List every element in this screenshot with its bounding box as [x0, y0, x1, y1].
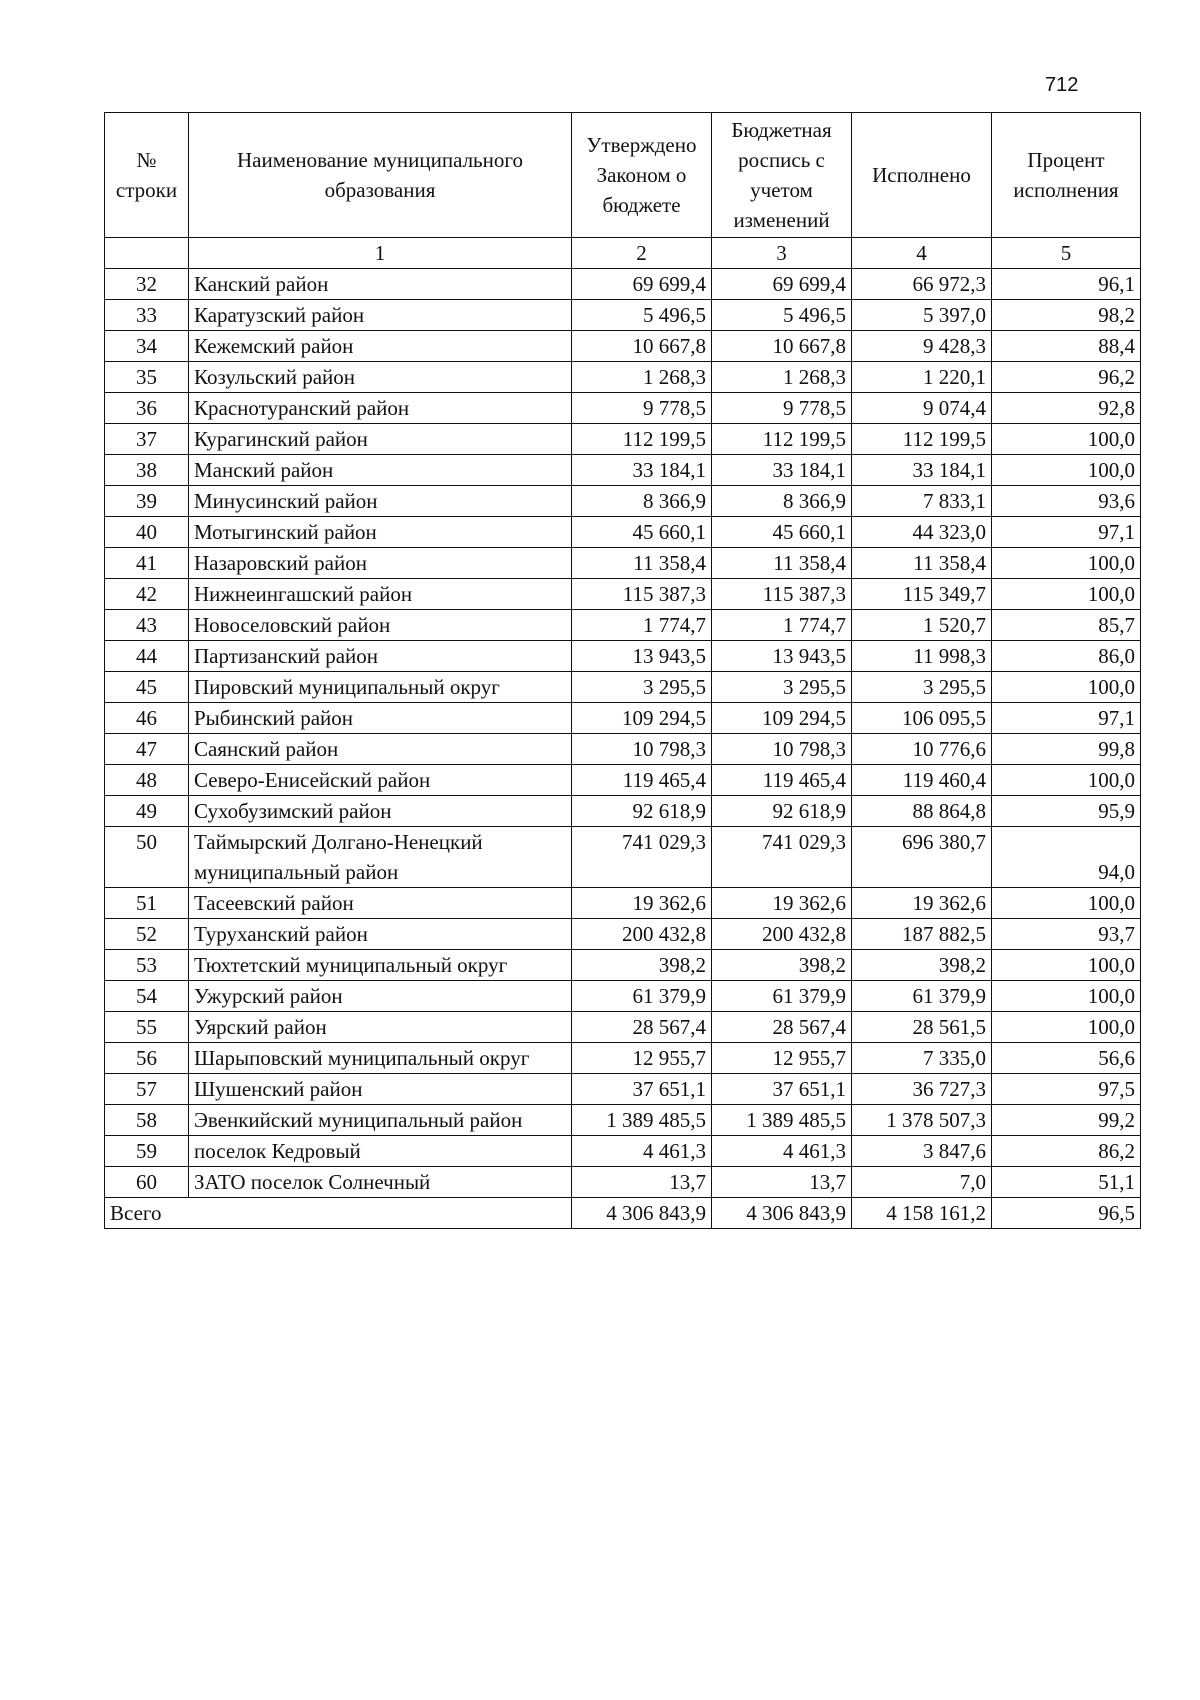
budget-amount: 3 295,5 — [712, 672, 852, 703]
row-number: 46 — [105, 703, 189, 734]
approved-amount: 119 465,4 — [572, 765, 712, 796]
approved-amount: 741 029,3 — [572, 827, 712, 888]
column-number: 4 — [852, 238, 992, 269]
budget-amount: 37 651,1 — [712, 1074, 852, 1105]
executed-amount: 9 428,3 — [852, 331, 992, 362]
executed-amount: 19 362,6 — [852, 888, 992, 919]
budget-amount: 119 465,4 — [712, 765, 852, 796]
header-row-number: № строки — [105, 113, 189, 238]
table-row — [105, 950, 1141, 981]
approved-amount: 33 184,1 — [572, 455, 712, 486]
executed-amount: 1 520,7 — [852, 610, 992, 641]
execution-percent: 100,0 — [992, 888, 1141, 919]
row-number: 56 — [105, 1043, 189, 1074]
approved-amount: 28 567,4 — [572, 1012, 712, 1043]
executed-amount: 33 184,1 — [852, 455, 992, 486]
municipality-name: Каратузский район — [189, 300, 572, 331]
municipality-name: Саянский район — [189, 734, 572, 765]
table-row — [105, 300, 1141, 331]
execution-percent: 51,1 — [992, 1167, 1141, 1198]
execution-percent: 100,0 — [992, 950, 1141, 981]
table-row — [105, 1167, 1141, 1198]
execution-percent: 85,7 — [992, 610, 1141, 641]
municipality-name: Таймырский Долгано-Ненецкий муниципальный район — [189, 827, 572, 888]
municipality-name: Нижнеингашский район — [189, 579, 572, 610]
approved-amount: 109 294,5 — [572, 703, 712, 734]
execution-percent: 93,6 — [992, 486, 1141, 517]
table-row — [105, 765, 1141, 796]
approved-amount: 200 432,8 — [572, 919, 712, 950]
approved-amount: 45 660,1 — [572, 517, 712, 548]
execution-percent: 100,0 — [992, 765, 1141, 796]
row-number: 37 — [105, 424, 189, 455]
row-number: 60 — [105, 1167, 189, 1198]
table-row — [105, 455, 1141, 486]
executed-amount: 7 335,0 — [852, 1043, 992, 1074]
executed-amount: 1 378 507,3 — [852, 1105, 992, 1136]
row-number: 39 — [105, 486, 189, 517]
executed-amount: 11 358,4 — [852, 548, 992, 579]
execution-percent: 56,6 — [992, 1043, 1141, 1074]
approved-amount: 10 667,8 — [572, 331, 712, 362]
approved-amount: 12 955,7 — [572, 1043, 712, 1074]
municipality-name: поселок Кедровый — [189, 1136, 572, 1167]
execution-percent: 88,4 — [992, 331, 1141, 362]
column-number: 3 — [712, 238, 852, 269]
budget-execution-table — [104, 112, 1141, 1229]
execution-percent: 97,1 — [992, 517, 1141, 548]
table-row — [105, 981, 1141, 1012]
municipality-name: Шушенский район — [189, 1074, 572, 1105]
approved-amount: 1 774,7 — [572, 610, 712, 641]
executed-amount: 7 833,1 — [852, 486, 992, 517]
row-number: 55 — [105, 1012, 189, 1043]
budget-amount: 45 660,1 — [712, 517, 852, 548]
executed-amount: 112 199,5 — [852, 424, 992, 455]
budget-amount: 11 358,4 — [712, 548, 852, 579]
row-number: 45 — [105, 672, 189, 703]
table-row — [105, 424, 1141, 455]
budget-amount: 398,2 — [712, 950, 852, 981]
row-number: 47 — [105, 734, 189, 765]
row-number: 33 — [105, 300, 189, 331]
executed-amount: 119 460,4 — [852, 765, 992, 796]
approved-amount: 5 496,5 — [572, 300, 712, 331]
executed-amount: 66 972,3 — [852, 269, 992, 300]
execution-percent: 100,0 — [992, 455, 1141, 486]
municipality-name: Эвенкийский муниципальный район — [189, 1105, 572, 1136]
budget-amount: 12 955,7 — [712, 1043, 852, 1074]
executed-amount: 28 561,5 — [852, 1012, 992, 1043]
execution-percent: 96,2 — [992, 362, 1141, 393]
executed-amount: 5 397,0 — [852, 300, 992, 331]
row-number: 41 — [105, 548, 189, 579]
approved-amount: 8 366,9 — [572, 486, 712, 517]
execution-percent: 99,2 — [992, 1105, 1141, 1136]
municipality-name: Шарыповский муниципальный округ — [189, 1043, 572, 1074]
executed-amount: 36 727,3 — [852, 1074, 992, 1105]
municipality-name: ЗАТО поселок Солнечный — [189, 1167, 572, 1198]
municipality-name: Туруханский район — [189, 919, 572, 950]
municipality-name: Тасеевский район — [189, 888, 572, 919]
column-number: 2 — [572, 238, 712, 269]
budget-amount: 10 798,3 — [712, 734, 852, 765]
executed-amount: 9 074,4 — [852, 393, 992, 424]
execution-percent: 94,0 — [992, 827, 1141, 888]
approved-amount: 13 943,5 — [572, 641, 712, 672]
table-row — [105, 888, 1141, 919]
budget-amount: 4 461,3 — [712, 1136, 852, 1167]
header-percent: Процент исполнения — [992, 113, 1141, 238]
executed-amount: 11 998,3 — [852, 641, 992, 672]
row-number: 52 — [105, 919, 189, 950]
executed-amount: 61 379,9 — [852, 981, 992, 1012]
approved-amount: 69 699,4 — [572, 269, 712, 300]
budget-amount: 19 362,6 — [712, 888, 852, 919]
execution-percent: 99,8 — [992, 734, 1141, 765]
table-row — [105, 393, 1141, 424]
total-budget: 4 306 843,9 — [712, 1198, 852, 1229]
budget-amount: 112 199,5 — [712, 424, 852, 455]
approved-amount: 115 387,3 — [572, 579, 712, 610]
budget-amount: 109 294,5 — [712, 703, 852, 734]
table-row — [105, 362, 1141, 393]
table-row — [105, 641, 1141, 672]
municipality-name: Новоселовский район — [189, 610, 572, 641]
budget-amount: 9 778,5 — [712, 393, 852, 424]
execution-percent: 100,0 — [992, 548, 1141, 579]
municipality-name: Партизанский район — [189, 641, 572, 672]
budget-amount: 115 387,3 — [712, 579, 852, 610]
table-row — [105, 1074, 1141, 1105]
row-number: 54 — [105, 981, 189, 1012]
table-row — [105, 579, 1141, 610]
row-number: 36 — [105, 393, 189, 424]
row-number: 43 — [105, 610, 189, 641]
executed-amount: 696 380,7 — [852, 827, 992, 888]
budget-amount: 69 699,4 — [712, 269, 852, 300]
municipality-name: Назаровский район — [189, 548, 572, 579]
approved-amount: 10 798,3 — [572, 734, 712, 765]
row-number: 32 — [105, 269, 189, 300]
table-row — [105, 331, 1141, 362]
table-row — [105, 796, 1141, 827]
executed-amount: 115 349,7 — [852, 579, 992, 610]
row-number: 38 — [105, 455, 189, 486]
row-number: 35 — [105, 362, 189, 393]
budget-amount: 1 774,7 — [712, 610, 852, 641]
municipality-name: Курагинский район — [189, 424, 572, 455]
column-number-row — [105, 238, 1141, 269]
execution-percent: 97,5 — [992, 1074, 1141, 1105]
approved-amount: 9 778,5 — [572, 393, 712, 424]
total-approved: 4 306 843,9 — [572, 1198, 712, 1229]
municipality-name: Пировский муниципальный округ — [189, 672, 572, 703]
page-number: 712 — [1045, 74, 1079, 96]
row-number: 50 — [105, 827, 189, 888]
municipality-name: Краснотуранский район — [189, 393, 572, 424]
municipality-name: Мотыгинский район — [189, 517, 572, 548]
approved-amount: 112 199,5 — [572, 424, 712, 455]
row-number: 48 — [105, 765, 189, 796]
executed-amount: 1 220,1 — [852, 362, 992, 393]
approved-amount: 13,7 — [572, 1167, 712, 1198]
row-number: 53 — [105, 950, 189, 981]
row-number: 57 — [105, 1074, 189, 1105]
municipality-name: Ужурский район — [189, 981, 572, 1012]
table-row — [105, 1012, 1141, 1043]
budget-amount: 5 496,5 — [712, 300, 852, 331]
execution-percent: 100,0 — [992, 424, 1141, 455]
executed-amount: 3 847,6 — [852, 1136, 992, 1167]
budget-amount: 13,7 — [712, 1167, 852, 1198]
budget-amount: 28 567,4 — [712, 1012, 852, 1043]
execution-percent: 96,1 — [992, 269, 1141, 300]
approved-amount: 3 295,5 — [572, 672, 712, 703]
table-row — [105, 610, 1141, 641]
execution-percent: 86,2 — [992, 1136, 1141, 1167]
table-row — [105, 1105, 1141, 1136]
table-row — [105, 548, 1141, 579]
budget-amount: 741 029,3 — [712, 827, 852, 888]
budget-amount: 200 432,8 — [712, 919, 852, 950]
municipality-name: Козульский район — [189, 362, 572, 393]
execution-percent: 97,1 — [992, 703, 1141, 734]
column-number: 1 — [189, 238, 572, 269]
approved-amount: 19 362,6 — [572, 888, 712, 919]
municipality-name: Уярский район — [189, 1012, 572, 1043]
approved-amount: 92 618,9 — [572, 796, 712, 827]
executed-amount: 3 295,5 — [852, 672, 992, 703]
execution-percent: 100,0 — [992, 981, 1141, 1012]
budget-amount: 33 184,1 — [712, 455, 852, 486]
table-row — [105, 672, 1141, 703]
table-row — [105, 1136, 1141, 1167]
budget-amount: 10 667,8 — [712, 331, 852, 362]
municipality-name: Тюхтетский муниципальный округ — [189, 950, 572, 981]
approved-amount: 4 461,3 — [572, 1136, 712, 1167]
budget-amount: 13 943,5 — [712, 641, 852, 672]
execution-percent: 86,0 — [992, 641, 1141, 672]
table-row — [105, 486, 1141, 517]
table-row — [105, 919, 1141, 950]
row-number: 42 — [105, 579, 189, 610]
execution-percent: 93,7 — [992, 919, 1141, 950]
table-row — [105, 1043, 1141, 1074]
execution-percent: 92,8 — [992, 393, 1141, 424]
approved-amount: 11 358,4 — [572, 548, 712, 579]
municipality-name: Северо-Енисейский район — [189, 765, 572, 796]
row-number: 40 — [105, 517, 189, 548]
header-executed: Исполнено — [852, 113, 992, 238]
executed-amount: 10 776,6 — [852, 734, 992, 765]
budget-amount: 92 618,9 — [712, 796, 852, 827]
total-percent: 96,5 — [992, 1198, 1141, 1229]
execution-percent: 100,0 — [992, 672, 1141, 703]
table-row — [105, 703, 1141, 734]
row-number: 58 — [105, 1105, 189, 1136]
budget-amount: 1 389 485,5 — [712, 1105, 852, 1136]
budget-amount: 1 268,3 — [712, 362, 852, 393]
budget-amount: 8 366,9 — [712, 486, 852, 517]
header-approved: Утверждено Законом о бюджете — [572, 113, 712, 238]
table-row — [105, 827, 1141, 888]
municipality-name: Сухобузимский район — [189, 796, 572, 827]
municipality-name: Кежемский район — [189, 331, 572, 362]
header-municipality: Наименование муниципального образования — [189, 113, 572, 238]
table-row — [105, 517, 1141, 548]
executed-amount: 398,2 — [852, 950, 992, 981]
executed-amount: 106 095,5 — [852, 703, 992, 734]
row-number: 34 — [105, 331, 189, 362]
approved-amount: 61 379,9 — [572, 981, 712, 1012]
municipality-name: Манский район — [189, 455, 572, 486]
row-number: 51 — [105, 888, 189, 919]
municipality-name: Рыбинский район — [189, 703, 572, 734]
approved-amount: 398,2 — [572, 950, 712, 981]
column-number: 5 — [992, 238, 1141, 269]
row-number: 59 — [105, 1136, 189, 1167]
executed-amount: 7,0 — [852, 1167, 992, 1198]
total-row — [105, 1198, 1141, 1229]
row-number: 44 — [105, 641, 189, 672]
total-executed: 4 158 161,2 — [852, 1198, 992, 1229]
execution-percent: 100,0 — [992, 1012, 1141, 1043]
column-number — [105, 238, 189, 269]
budget-amount: 61 379,9 — [712, 981, 852, 1012]
executed-amount: 187 882,5 — [852, 919, 992, 950]
executed-amount: 88 864,8 — [852, 796, 992, 827]
municipality-name: Канский район — [189, 269, 572, 300]
execution-percent: 100,0 — [992, 579, 1141, 610]
header-budget-list: Бюджетная роспись с учетом изменений — [712, 113, 852, 238]
execution-percent: 98,2 — [992, 300, 1141, 331]
table-row — [105, 734, 1141, 765]
approved-amount: 37 651,1 — [572, 1074, 712, 1105]
table-row — [105, 269, 1141, 300]
approved-amount: 1 389 485,5 — [572, 1105, 712, 1136]
execution-percent: 95,9 — [992, 796, 1141, 827]
row-number: 49 — [105, 796, 189, 827]
approved-amount: 1 268,3 — [572, 362, 712, 393]
municipality-name: Минусинский район — [189, 486, 572, 517]
executed-amount: 44 323,0 — [852, 517, 992, 548]
header-row — [105, 113, 1141, 238]
total-label: Всего — [105, 1198, 572, 1229]
